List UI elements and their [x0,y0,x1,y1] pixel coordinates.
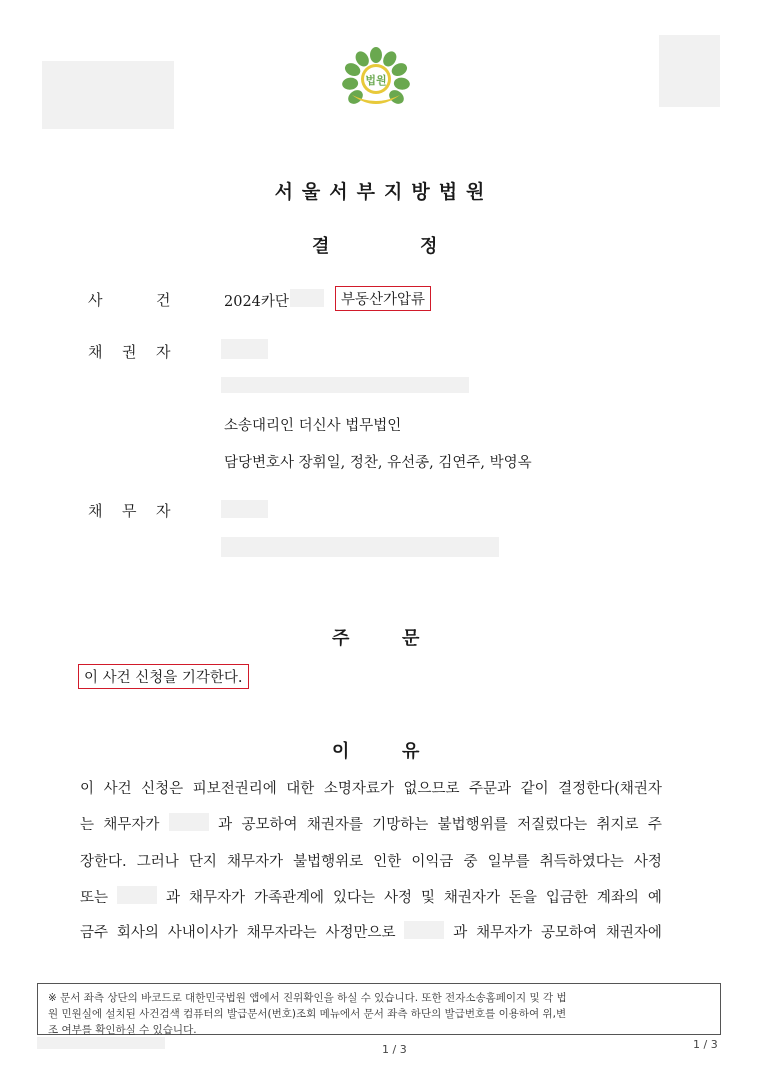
case-number: 2024카단 [224,294,289,310]
reason-word: 사건 [103,781,132,797]
reason-heading: 이 유 [332,741,420,762]
notice-line: 원 민원실에 설치된 사건검색 컴퓨터의 발급문서(번호)조회 메뉴에서 문서 좌측 하단의 발급번호를 이용하여 위,변 [48,1008,567,1020]
redacted-issue-number [37,1037,165,1049]
reason-word: 주 [647,817,662,833]
reason-word: 사정 [383,890,412,906]
reason-word: 과 [453,925,468,941]
page-number: 1 / 3 [382,1043,407,1056]
reason-word: 또는 [80,890,109,906]
redacted-barcode-area [42,61,174,129]
reason-word: 저질렀다는 [517,817,588,833]
redacted-case-number [290,289,324,307]
redacted-creditor-name [221,339,268,359]
document-title-part-2: 정 [420,236,438,257]
reason-word: 장한다. [80,854,127,870]
reason-word: 채무자가 [188,890,245,906]
reason-word: 과 [165,890,180,906]
reason-word: 신청은 [141,781,184,797]
court-seal-icon [340,45,412,117]
reason-word: 중 [463,854,478,870]
reason-word: 채권자가 [443,890,500,906]
reason-word: 과 [218,817,233,833]
reason-word: 있다는 [332,890,375,906]
redacted-creditor-address [221,377,469,393]
reason-word: 채권자에 [605,925,662,941]
reason-line-1 [80,777,662,798]
reason-word: 공모하여 [241,817,298,833]
reason-word: 및 [420,890,435,906]
reason-word: 가족관계에 [253,890,324,906]
reason-word: 취지로 [596,817,639,833]
reason-word: 계좌의 [596,890,639,906]
reason-word: 소명자료가 [323,781,394,797]
reason-word: 는 [80,817,95,833]
reason-word: 불법행위로 [293,854,364,870]
reason-word: 피보전권리에 [192,781,277,797]
reason-word: 취득하였다는 [539,854,624,870]
redacted-name [169,813,209,831]
reason-word: 채무자라는 [246,925,317,941]
reason-word: 결정한다(채권자 [558,781,662,797]
redacted-debtor-name [221,500,268,518]
reason-line-4 [80,886,662,907]
redacted-name [117,886,157,904]
reason-word: 사내이사가 [167,925,238,941]
reason-word: 이익금 [411,854,454,870]
reason-word: 주문과 [469,781,512,797]
reason-word: 돈을 [508,890,537,906]
creditor-attorneys: 담당변호사 장휘일, 정찬, 유선종, 김연주, 박영옥 [224,455,532,471]
reason-word: 예 [647,890,662,906]
creditor-representative: 소송대리인 더신사 법무법인 [224,418,402,434]
verification-notice [37,983,721,1035]
document-title-part-1: 결 [312,236,330,257]
reason-word: 인한 [373,854,402,870]
reason-word: 불법행위를 [437,817,508,833]
reason-word: 이 [80,781,95,797]
reason-word: 사정만으로 [325,925,396,941]
reason-line-3 [80,850,662,871]
reason-word: 채권자를 [306,817,363,833]
page-number-corner: 1 / 3 [693,1038,718,1051]
reason-word: 단지 [188,854,217,870]
redacted-name [404,921,444,939]
reason-word: 채무자가 [476,925,533,941]
reason-word: 금주 [80,925,109,941]
reason-word: 사정 [633,854,662,870]
reason-line-5 [80,921,662,942]
case-type-highlight: 부동산가압류 [335,286,431,311]
notice-line: ※ 문서 좌측 상단의 바코드로 대한민국법원 앱에서 진위확인을 하실 수 있습니다. 또한 전자소송홈페이지 및 각 법 [48,992,567,1004]
order-heading: 주 문 [332,628,420,649]
notice-line: 조 여부를 확인하실 수 있습니다. [48,1024,197,1036]
reason-word: 일부를 [487,854,530,870]
redacted-debtor-address [221,537,499,557]
reason-word: 같이 [520,781,549,797]
reason-word: 채무자가 [226,854,283,870]
redacted-corner-mark [659,35,720,107]
document-title [0,232,768,256]
reason-word: 그러나 [136,854,179,870]
reason-word: 없으므로 [403,781,460,797]
order-text-highlight: 이 사건 신청을 기각한다. [78,664,249,689]
reason-word: 입금한 [545,890,588,906]
reason-line-2 [80,813,662,834]
seal-text: 법원 [365,74,387,87]
court-name: 서울서부지방법원 [274,181,494,203]
reason-word: 기망하는 [372,817,429,833]
reason-word: 공모하여 [540,925,598,941]
reason-word: 대한 [286,781,315,797]
reason-word: 채무자가 [103,817,160,833]
reason-word: 회사의 [116,925,159,941]
